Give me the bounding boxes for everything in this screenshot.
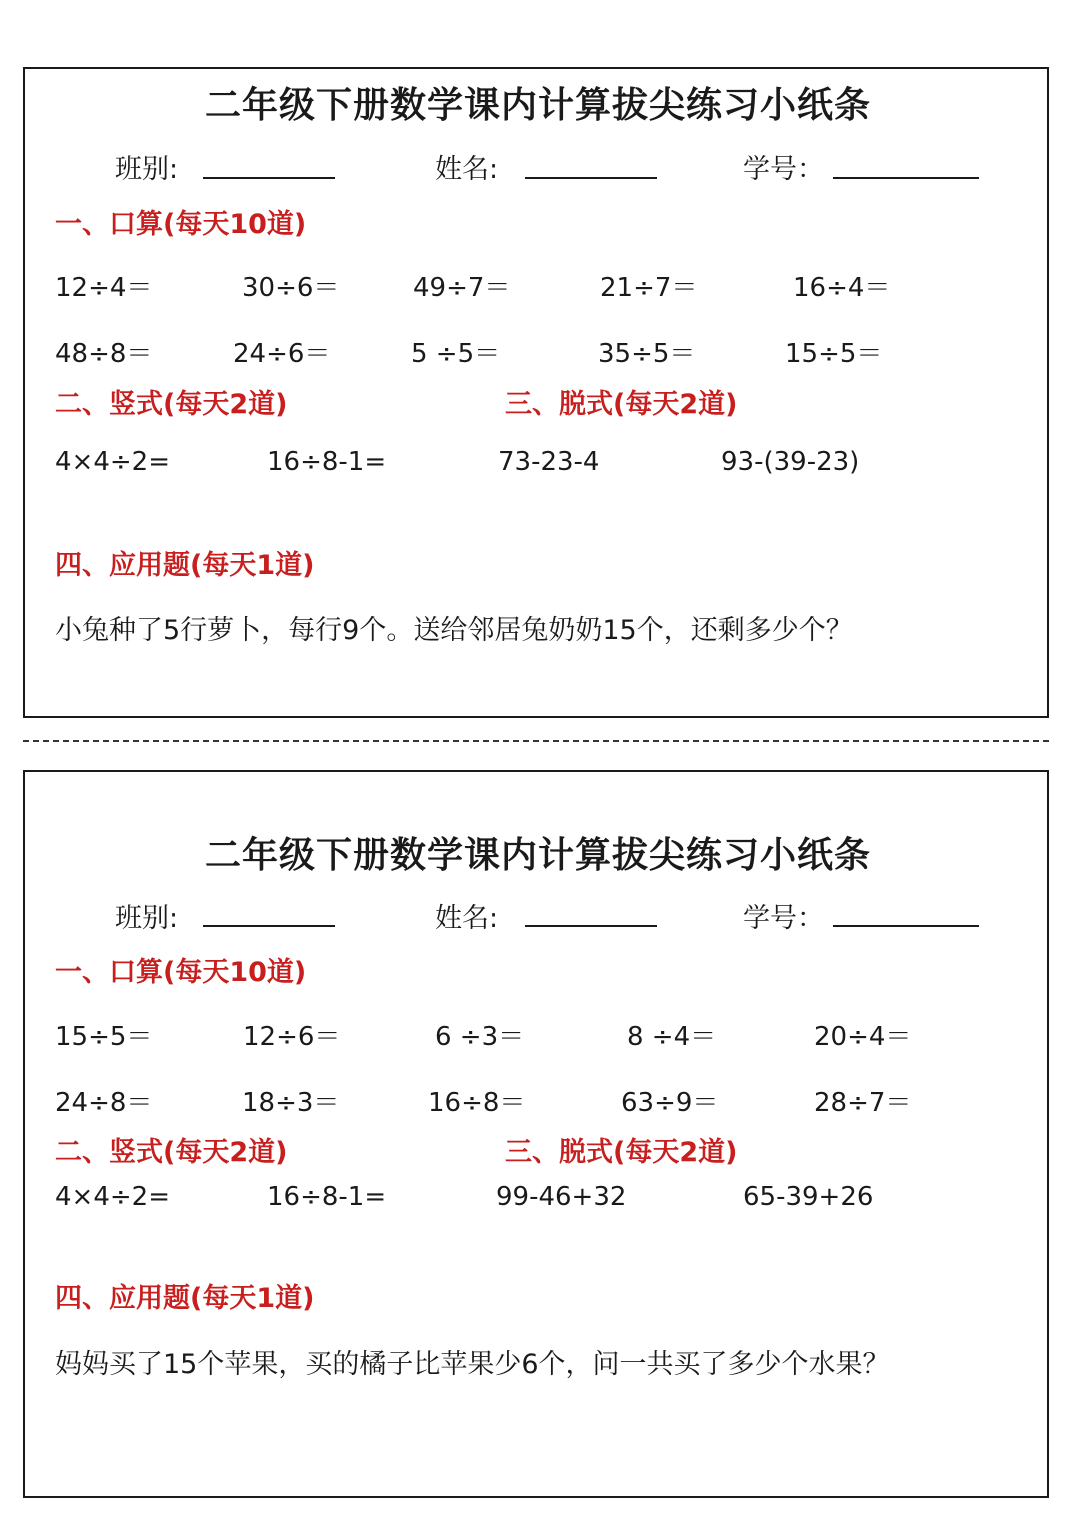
class-label: 班别:	[115, 903, 179, 934]
oral-problem: 24÷6＝	[233, 339, 331, 369]
worksheet-card-2	[23, 770, 1049, 1498]
oral-problem: 28÷7＝	[814, 1088, 912, 1118]
cut-line	[23, 740, 1049, 742]
recursive-problem: 93-(39-23)	[721, 447, 860, 477]
worksheet-card-1	[23, 67, 1049, 718]
oral-problem: 35÷5＝	[598, 339, 696, 369]
recursive-problem: 65-39+26	[743, 1182, 874, 1212]
section-vertical: 二、竖式(每天2道)	[55, 389, 288, 420]
oral-problem: 15÷5＝	[785, 339, 883, 369]
name-label: 姓名:	[435, 903, 499, 934]
oral-problem: 5 ÷5＝	[411, 339, 501, 369]
oral-problem: 24÷8＝	[55, 1088, 153, 1118]
recursive-problem: 73-23-4	[498, 447, 600, 477]
section-recursive: 三、脱式(每天2道)	[505, 1137, 738, 1168]
oral-problem: 12÷6＝	[243, 1022, 341, 1052]
oral-problem: 6 ÷3＝	[435, 1022, 525, 1052]
word-problem: 妈妈买了15个苹果，买的橘子比苹果少6个，问一共买了多少个水果？	[55, 1349, 890, 1380]
section-application: 四、应用题(每天1道)	[55, 550, 315, 581]
number-label: 学号：	[743, 154, 824, 185]
oral-problem: 20÷4＝	[814, 1022, 912, 1052]
section-recursive: 三、脱式(每天2道)	[505, 389, 738, 420]
word-problem: 小兔种了5行萝卜，每行9个。送给邻居兔奶奶15个，还剩多少个？	[55, 615, 853, 646]
oral-problem: 18÷3＝	[242, 1088, 340, 1118]
oral-problem: 30÷6＝	[242, 273, 340, 303]
section-oral: 一、口算(每天10道)	[55, 957, 307, 988]
section-application: 四、应用题(每天1道)	[55, 1283, 315, 1314]
oral-problem: 15÷5＝	[55, 1022, 153, 1052]
number-label: 学号：	[743, 903, 824, 934]
oral-problem: 63÷9＝	[621, 1088, 719, 1118]
vertical-problem: 4×4÷2=	[55, 447, 170, 477]
oral-problem: 8 ÷4＝	[627, 1022, 717, 1052]
name-label: 姓名:	[435, 154, 499, 185]
section-oral: 一、口算(每天10道)	[55, 209, 307, 240]
sheet-title: 二年级下册数学课内计算拔尖练习小纸条	[204, 85, 871, 126]
number-blank[interactable]	[833, 177, 979, 179]
name-blank[interactable]	[525, 177, 657, 179]
oral-problem: 48÷8＝	[55, 339, 153, 369]
oral-problem: 16÷4＝	[793, 273, 891, 303]
class-label: 班别:	[115, 154, 179, 185]
oral-problem: 12÷4＝	[55, 273, 153, 303]
oral-problem: 49÷7＝	[413, 273, 511, 303]
recursive-problem: 99-46+32	[496, 1182, 627, 1212]
number-blank[interactable]	[833, 925, 979, 927]
class-blank[interactable]	[203, 925, 335, 927]
vertical-problem: 4×4÷2=	[55, 1182, 170, 1212]
oral-problem: 16÷8＝	[428, 1088, 526, 1118]
vertical-problem: 16÷8-1=	[267, 447, 387, 477]
oral-problem: 21÷7＝	[600, 273, 698, 303]
class-blank[interactable]	[203, 177, 335, 179]
vertical-problem: 16÷8-1=	[267, 1182, 387, 1212]
section-vertical: 二、竖式(每天2道)	[55, 1137, 288, 1168]
sheet-title: 二年级下册数学课内计算拔尖练习小纸条	[204, 835, 871, 876]
name-blank[interactable]	[525, 925, 657, 927]
